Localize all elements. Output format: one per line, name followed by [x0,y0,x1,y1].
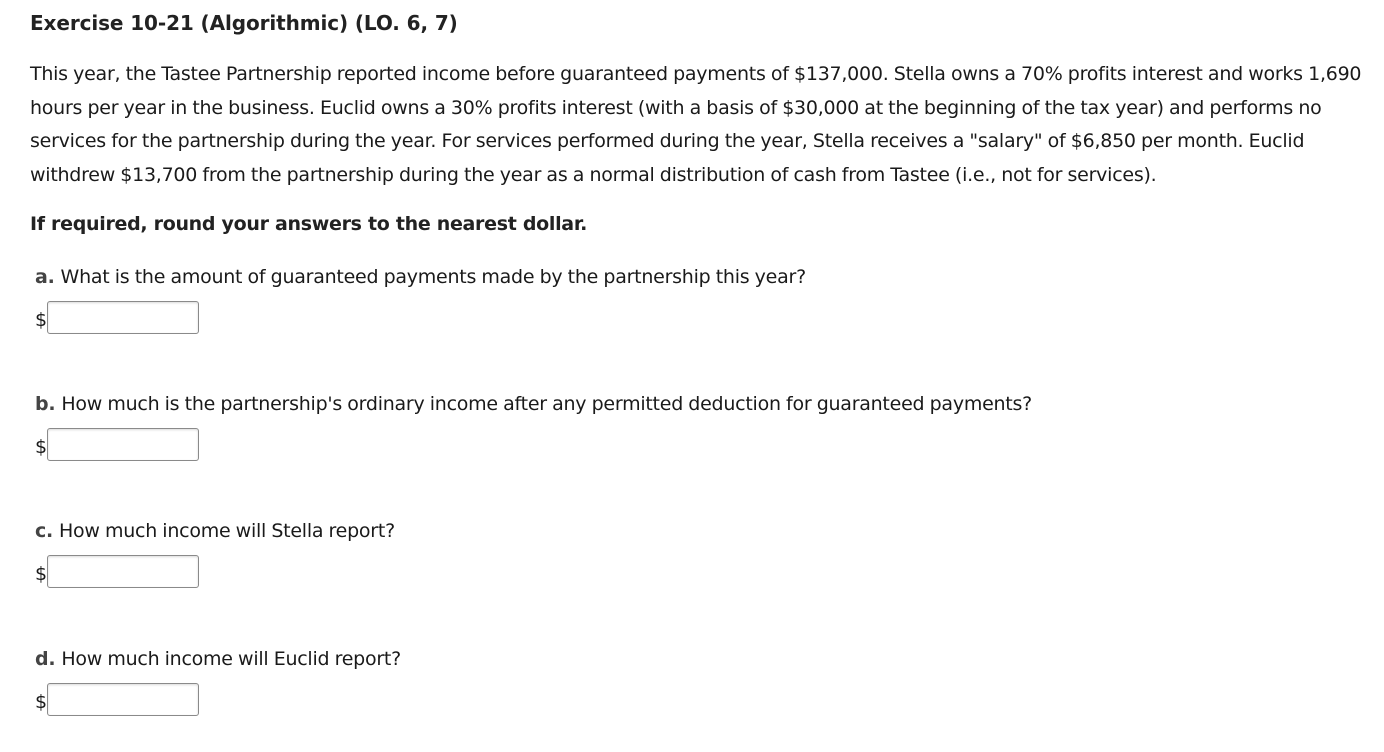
answer-c-row [35,553,199,589]
question-d-letter: d. [35,648,56,670]
question-c-letter: c. [35,520,53,542]
currency-symbol: $ [35,690,48,713]
answer-d-row [35,681,199,717]
currency-symbol: $ [35,435,48,458]
question-b-letter: b. [35,393,56,415]
question-b-text: How much is the partnership's ordinary income after any permitted deduction for guaranteed payments? [61,393,1032,415]
question-a-text: What is the amount of guaranteed payments made by the partnership this year? [60,266,806,288]
answer-b-row [35,426,199,462]
exercise-title: Exercise 10-21 (Algorithmic) (LO. 6, 7) [30,11,458,35]
answer-b-input[interactable] [47,428,199,461]
question-c [35,520,395,542]
question-b [35,393,1032,415]
question-c-text: How much income will Stella report? [58,520,395,542]
answer-d-input[interactable] [47,683,199,716]
answer-c-input[interactable] [47,555,199,588]
answer-a-row [35,299,199,335]
question-a-letter: a. [35,266,55,288]
exercise-description: This year, the Tastee Partnership reported income before guaranteed payments of $137,000. Stella owns a 70% profits interest and works 1,690 hours per year in the business. Euclid owns a 30% profits interest (with a basis of $30,000 at the beginning of the tax year) and performs no services for the partnership during the year. For services performed during the year, Stella receives a "salary" of $6,850 per month. Euclid withdrew $13,700 from the partnership during the year as a normal distribution of cash from Tastee (i.e., not for services). [30,63,1362,186]
question-d [35,648,401,670]
question-a [35,266,806,288]
currency-symbol: $ [35,562,48,585]
rounding-instruction: If required, round your answers to the nearest dollar. [30,213,588,235]
question-d-text: How much income will Euclid report? [61,648,401,670]
currency-symbol: $ [35,308,48,331]
answer-a-input[interactable] [47,301,199,334]
